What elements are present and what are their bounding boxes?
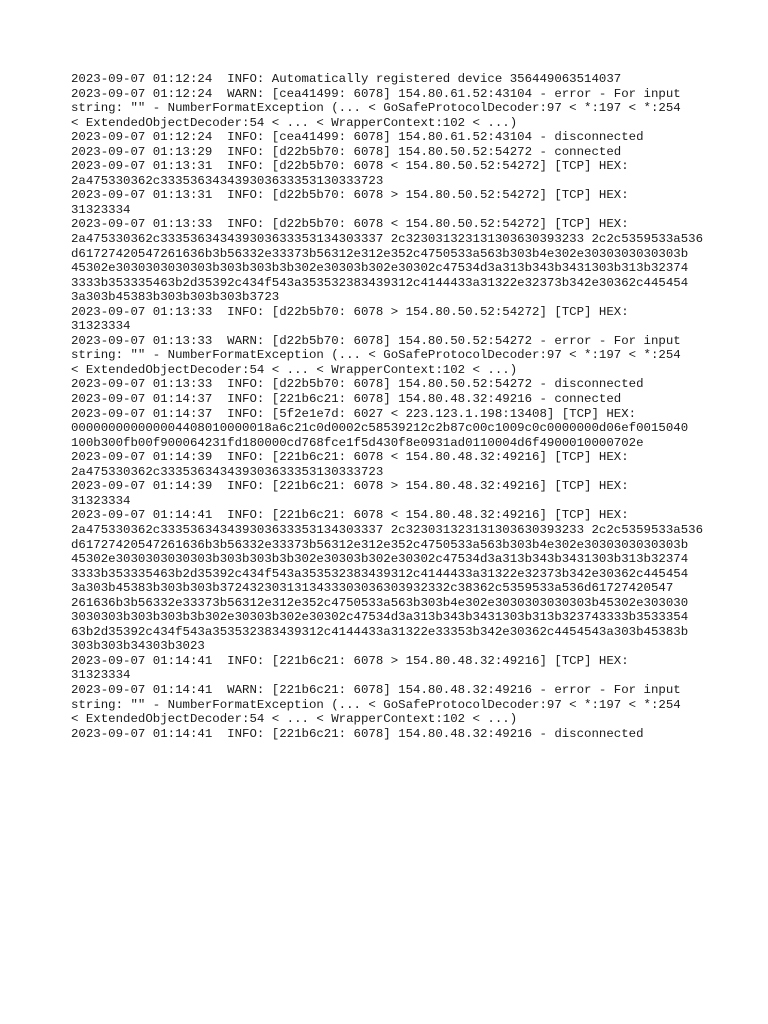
log-line: 2023-09-07 01:13:29 INFO: [d22b5b70: 6078] 154.80.50.52:54272 - connected [71,144,622,159]
log-line: 2023-09-07 01:12:24 WARN: [cea41499: 6078] 154.80.61.52:43104 - error - For input [71,86,681,101]
log-line: 3333b353335463b2d35392c434f543a353532383439312c4144433a31322e32373b342e30362c445454 [71,566,689,581]
log-output [71,72,711,741]
log-line: 2023-09-07 01:13:31 INFO: [d22b5b70: 6078 > 154.80.50.52:54272] [TCP] HEX: [71,188,629,203]
log-line: 2023-09-07 01:14:37 INFO: [221b6c21: 6078] 154.80.48.32:49216 - connected [71,392,622,407]
log-line: 3a303b45383b303b303b303b3723 [71,290,280,305]
log-line: 63b2d35392c434f543a353532383439312c4144433a31322e33353b342e30362c4454543a303b45383b [71,624,689,639]
log-line: 31323334 [71,202,131,217]
log-line: < ExtendedObjectDecoder:54 < ... < WrapperContext:102 < ...) [71,362,518,377]
log-line: 2023-09-07 01:14:41 INFO: [221b6c21: 6078] 154.80.48.32:49216 - disconnected [71,726,644,741]
log-line: < ExtendedObjectDecoder:54 < ... < WrapperContext:102 < ...) [71,115,518,130]
log-line: 2023-09-07 01:13:33 INFO: [d22b5b70: 6078 > 154.80.50.52:54272] [TCP] HEX: [71,304,629,319]
log-line: 2023-09-07 01:13:33 WARN: [d22b5b70: 6078] 154.80.50.52:54272 - error - For input [71,333,681,348]
log-line: 31323334 [71,668,131,683]
log-line: 2023-09-07 01:14:39 INFO: [221b6c21: 6078 < 154.80.48.32:49216] [TCP] HEX: [71,450,629,465]
log-line: 45302e3030303030303b303b303b3b302e30303b302e30302c47534d3a313b343b3431303b313b32374 [71,261,689,276]
log-line: 303b303b34303b3023 [71,639,205,654]
log-line: 2023-09-07 01:12:24 INFO: [cea41499: 6078] 154.80.61.52:43104 - disconnected [71,130,644,145]
log-line: 000000000000004408010000018a6c21c0d0002c58539212c2b87c00c1009c0c0000000d06ef0015040 [71,421,689,436]
log-line: 45302e3030303030303b303b303b3b302e30303b302e30302c47534d3a313b343b3431303b313b32374 [71,552,689,567]
log-line: 2023-09-07 01:14:41 INFO: [221b6c21: 6078 > 154.80.48.32:49216] [TCP] HEX: [71,653,629,668]
log-line: 2a475330362c333536343439303633353130333723 [71,173,384,188]
log-line: 2023-09-07 01:14:37 INFO: [5f2e1e7d: 6027 < 223.123.1.198:13408] [TCP] HEX: [71,406,637,421]
log-line: 31323334 [71,493,131,508]
log-line: 3a303b45383b303b303b3724323031313433303036303932332c38362c5359533a536d61727420547 [71,581,674,596]
log-line: 31323334 [71,319,131,334]
log-line: 3030303b303b303b3b302e30303b302e30302c47534d3a313b343b3431303b313b323743333b3533354 [71,610,689,625]
log-line: string: "" - NumberFormatException (... < GoSafeProtocolDecoder:97 < *:197 < *:254 [71,348,681,363]
log-line: 2023-09-07 01:13:33 INFO: [d22b5b70: 6078 < 154.80.50.52:54272] [TCP] HEX: [71,217,629,232]
log-line: 2023-09-07 01:14:41 INFO: [221b6c21: 6078 < 154.80.48.32:49216] [TCP] HEX: [71,508,629,523]
log-line: string: "" - NumberFormatException (... < GoSafeProtocolDecoder:97 < *:197 < *:254 [71,101,681,116]
log-line: 2023-09-07 01:13:31 INFO: [d22b5b70: 6078 < 154.80.50.52:54272] [TCP] HEX: [71,159,629,174]
log-line: 2a475330362c333536343439303633353134303337 2c323031323131303630393233 2c2c5359533a536 [71,232,704,247]
log-line: 2023-09-07 01:13:33 INFO: [d22b5b70: 6078] 154.80.50.52:54272 - disconnected [71,377,644,392]
log-line: d61727420547261636b3b56332e33373b56312e312e352c4750533a563b303b4e302e3030303030303b [71,537,689,552]
log-line: 3333b353335463b2d35392c434f543a353532383439312c4144433a31322e32373b342e30362c445454 [71,275,689,290]
log-line: 2a475330362c333536343439303633353134303337 2c323031323131303630393233 2c2c5359533a536 [71,522,704,537]
log-line: 261636b3b56332e33373b56312e312e352c4750533a563b303b4e302e3030303030303b45302e303030 [71,595,689,610]
log-line: 2a475330362c333536343439303633353130333723 [71,464,384,479]
log-line: 2023-09-07 01:12:24 INFO: Automatically registered device 356449063514037 [71,72,622,86]
log-line: 100b300fb00f900064231fd180000cd768fce1f5d430f8e0931ad0110004d6f4900010000702e [71,435,644,450]
log-line: 2023-09-07 01:14:39 INFO: [221b6c21: 6078 > 154.80.48.32:49216] [TCP] HEX: [71,479,629,494]
log-line: 2023-09-07 01:14:41 WARN: [221b6c21: 6078] 154.80.48.32:49216 - error - For input [71,682,681,697]
log-line: string: "" - NumberFormatException (... < GoSafeProtocolDecoder:97 < *:197 < *:254 [71,697,681,712]
log-line: < ExtendedObjectDecoder:54 < ... < WrapperContext:102 < ...) [71,712,518,727]
log-line: d61727420547261636b3b56332e33373b56312e312e352c4750533a563b303b4e302e3030303030303b [71,246,689,261]
